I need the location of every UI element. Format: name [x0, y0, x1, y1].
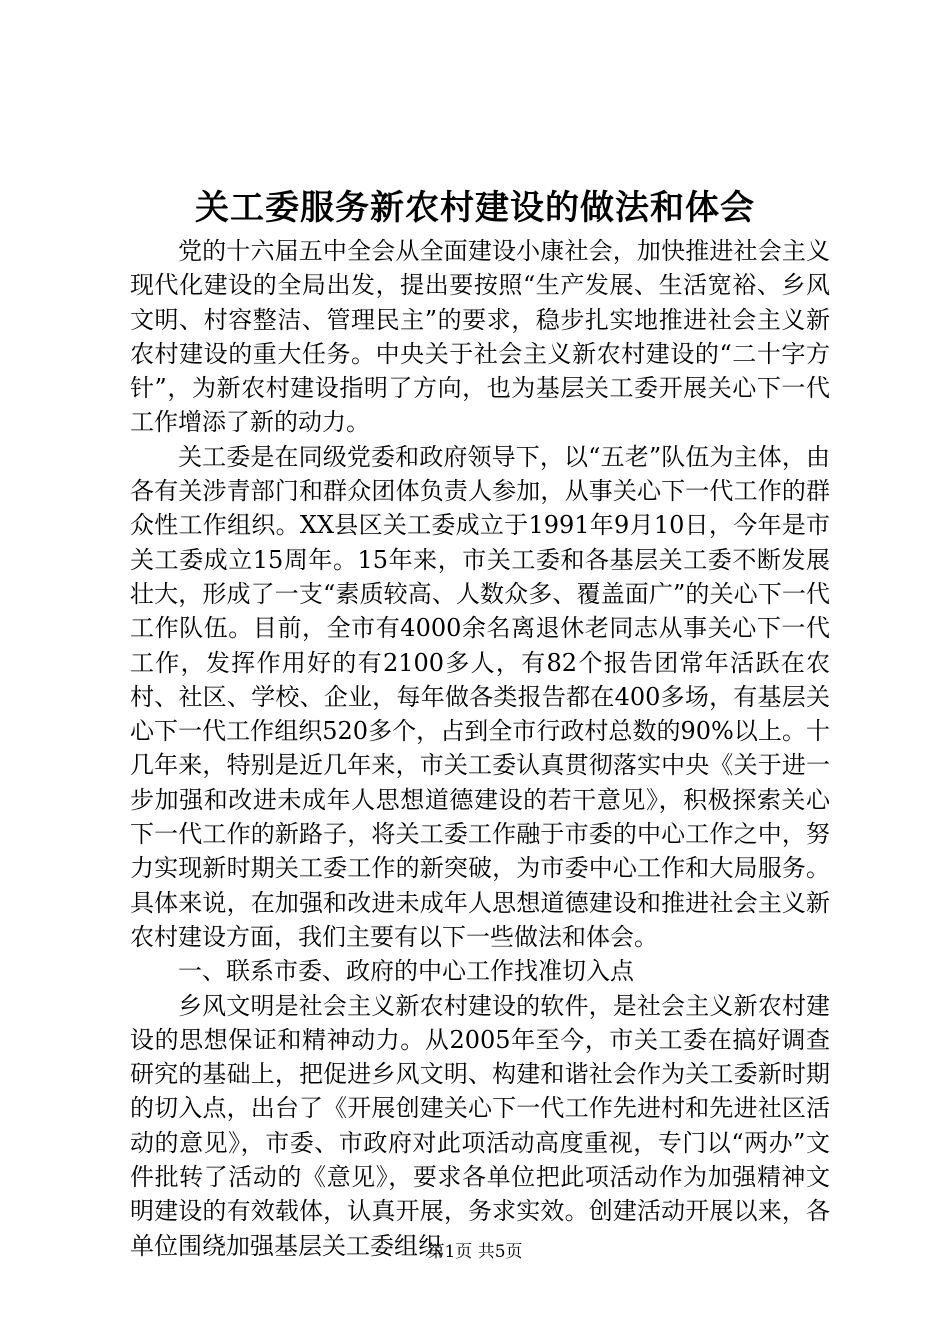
document-body [130, 234, 830, 1263]
paragraph-section-1: 乡风文明是社会主义新农村建设的软件，是社会主义新农村建设的思想保证和精神动力。从2005年至今，市关工委在搞好调查研究的基础上，把促进乡风文明、构建和谐社会作为关工委新时期的切入点，出台了《开展创建关心下一代工作先进村和先进社区活动的意见》，市委、市政府对此项活动高度重视，专门以“两办”文件批转了活动的《意见》，要求各单位把此项活动作为加强精神文明建设的有效载体，认真开展，务求实效。创建活动开展以来，各单位围绕加强基层关工委组织 [130, 991, 830, 1260]
page-number-footer: 第1页 共5页 [427, 1242, 523, 1262]
section-heading-1: 一、联系市委、政府的中心工作找准切入点 [178, 957, 634, 986]
paragraph-intro: 党的十六届五中全会从全面建设小康社会，加快推进社会主义现代化建设的全局出发，提出要按照“生产发展、生活宽裕、乡风文明、村容整洁、管理民主”的要求，稳步扎实地推进社会主义新农村建设的重大任务。中央关于社会主义新农村建设的“二十字方针”，为新农村建设指明了方向，也为基层关工委开展关心下一代工作增添了新的动力。 [130, 237, 830, 437]
paragraph-overview: 关工委是在同级党委和政府领导下，以“五老”队伍为主体，由各有关涉青部门和群众团体负责人参加，从事关心下一代工作的群众性工作组织。XX县区关工委成立于1991年9月10日，今年是市关工委成立15周年。15年来，市关工委和各基层关工委不断发展壮大，形成了一支“素质较高、人数众多、覆盖面广”的关心下一代工作队伍。目前，全市有4000余名离退休老同志从事关心下一代工作，发挥作用好的有2100多人，有82个报告团常年活跃在农村、社区、学校、企业，每年做各类报告都在400多场，有基层关心下一代工作组织520多个，占到全市行政村总数的90%以上。十几年来，特别是近几年来，市关工委认真贯彻落实中央《关于进一步加强和改进未成年人思想道德建设的若干意见》，积极探索关心下一代工作的新路子，将关工委工作融于市委的中心工作之中，努力实现新时期关工委工作的新突破，为市委中心工作和大局服务。具体来说，在加强和改进未成年人思想道德建设和推进社会主义新农村建设方面，我们主要有以下一些做法和体会。 [130, 442, 830, 951]
document-title: 关工委服务新农村建设的做法和体会 [195, 188, 755, 228]
